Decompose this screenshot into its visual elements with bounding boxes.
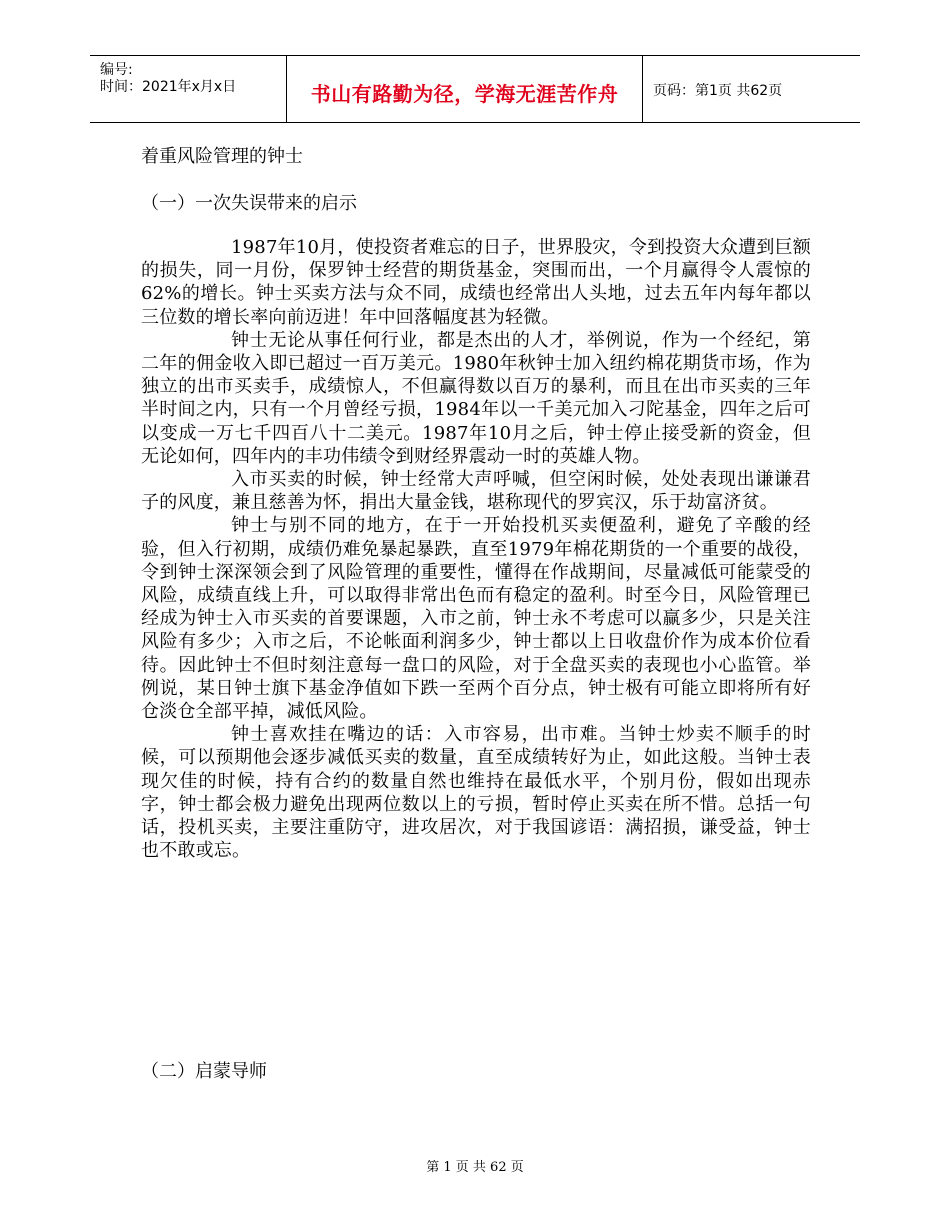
header-motto-cell <box>286 56 643 122</box>
paragraph: 入市买卖的时候，钟士经常大声呼喊，但空闲时候，处处表现出谦谦君子的风度，兼且慈善为怀，捐出大量金钱，堪称现代的罗宾汉，乐于劫富济贫。 <box>141 469 811 514</box>
paragraph: 钟士无论从事任何行业，都是杰出的人才，举例说，作为一个经纪，第二年的佣金收入即已超过一百万美元。1980年秋钟士加入纽约棉花期货市场，作为独立的出市买卖手，成绩惊人，不但赢得数以百万的暴利，而且在出市买卖的三年半时间之内，只有一个月曾经亏损，1984年以一千美元加入刁陀基金，四年之后可以变成一万七千四百八十二美元。1987年10月之后，钟士停止接受新的资金，但无论如何，四年内的丰功伟绩令到财经界震动一时的英雄人物。 <box>141 329 811 467</box>
paragraph: 1987年10月，使投资者难忘的日子，世界股灾，令到投资大众遭到巨额的损失，同一月份，保罗钟士经营的期货基金，突围而出，一个月赢得令人震惊的62%的增长。钟士买卖方法与众不同，成绩也经常出人头地，过去五年内每年都以三位数的增长率向前迈进！年中回落幅度甚为轻微。 <box>141 237 811 328</box>
header-left-cell <box>90 56 286 122</box>
page-info: 页码：第1页 共62页 <box>653 83 783 99</box>
code-label: 编号: <box>100 62 133 78</box>
section-heading-2: （二）启蒙导师 <box>141 1061 267 1082</box>
section-heading-1: （一）一次失误带来的启示 <box>141 193 357 214</box>
body-text <box>141 236 811 862</box>
paragraph: 钟士与别不同的地方，在于一开始投机买卖便盈利，避免了辛酸的经验，但入行初期，成绩仍难免暴起暴跌，直至1979年棉花期货的一个重要的战役，令到钟士深深领会到了风险管理的重要性，懂得在作战期间，尽量减低可能蒙受的风险，成绩直线上升，可以取得非常出色而有稳定的盈利。时至今日，风险管理已经成为钟士入市买卖的首要课题，入市之前，钟士永不考虑可以赢多少，只是关注风险有多少；入市之后，不论帐面利润多少，钟士都以上日收盘价作为成本价位看待。因此钟士不但时刻注意每一盘口的风险，对于全盘买卖的表现也小心监管。举例说，某日钟士旗下基金净值如下跌一至两个百分点，钟士极有可能立即将所有好仓淡仓全部平掉，减低风险。 <box>141 515 811 723</box>
paragraph: 钟士喜欢挂在嘴边的话：入市容易，出市难。当钟士炒卖不顺手的时候，可以预期他会逐步减低买卖的数量，直至成绩转好为止，如此这般。当钟士表现欠佳的时候，持有合约的数量自然也维持在最低水平，个别月份，假如出现赤字，钟士都会极力避免出现两位数以上的亏损，暂时停止买卖在所不惜。总括一句话，投机买卖，主要注重防守，进攻居次，对于我国谚语：满招损，谦受益，钟士也不敢或忘。 <box>141 724 811 862</box>
page-footer: 第 1 页 共 62 页 <box>426 1160 524 1175</box>
header-right-cell <box>643 56 860 122</box>
document-title: 着重风险管理的钟士 <box>141 146 303 167</box>
motto-text: 书山有路勤为径，学海无涯苦作舟 <box>310 82 619 106</box>
document-header <box>90 55 860 123</box>
date-label: 时间：2021年x月x日 <box>100 79 237 95</box>
